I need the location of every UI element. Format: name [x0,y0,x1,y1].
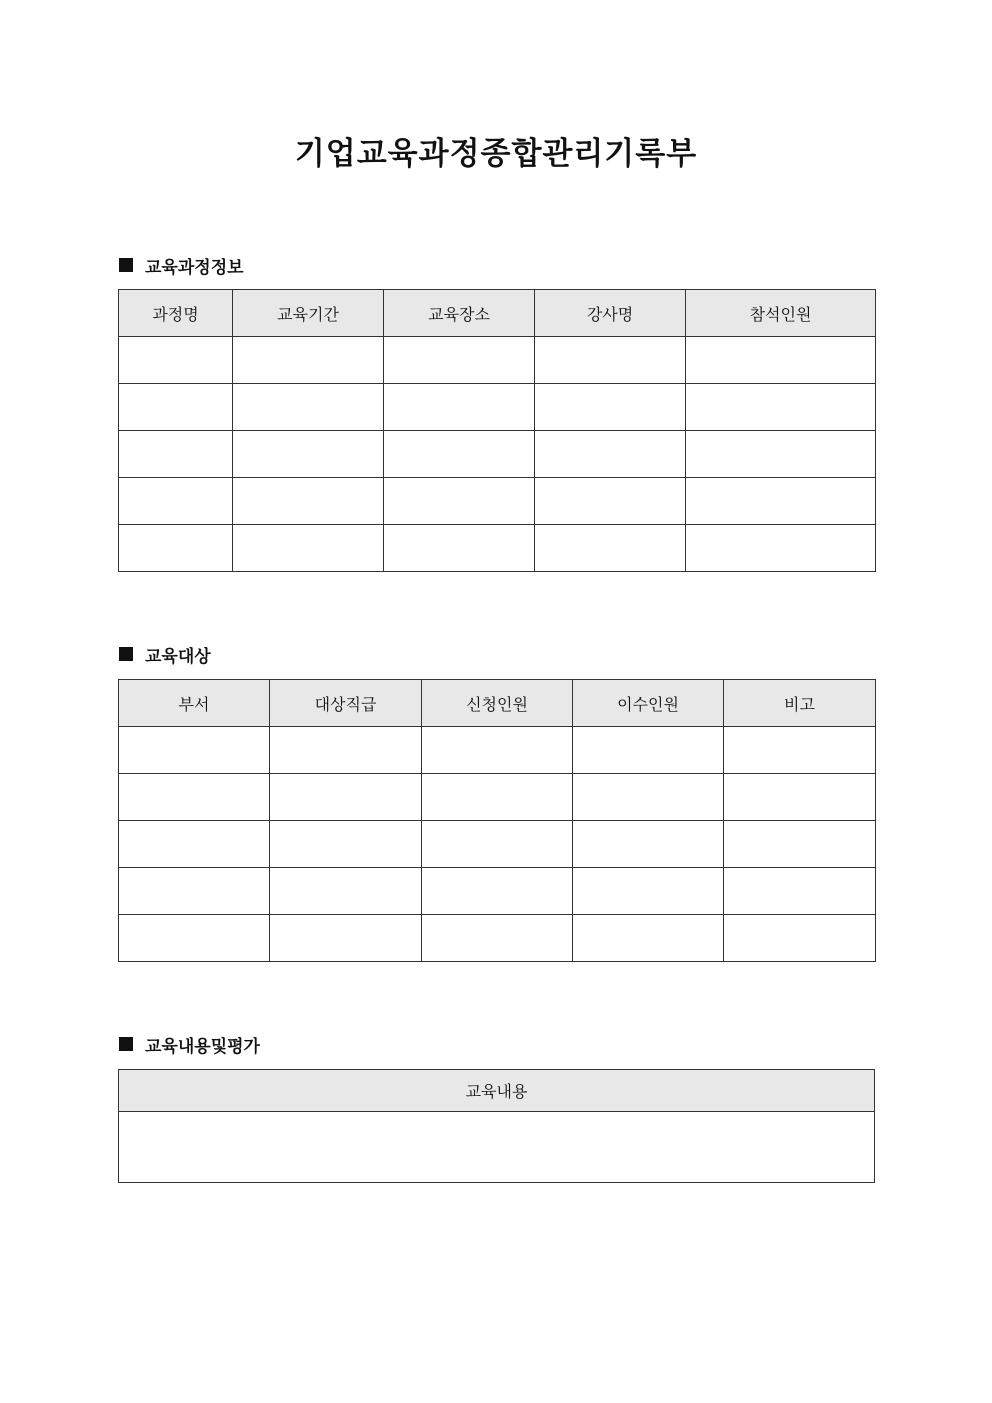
column-header-training-content: 교육내용 [119,1070,875,1112]
table-cell[interactable] [384,431,535,478]
table-cell[interactable] [119,915,270,962]
table-cell[interactable] [119,525,233,572]
square-bullet-icon [119,258,133,272]
table-cell[interactable] [233,431,384,478]
section-heading-label: 교육대상 [145,646,211,667]
course-info-table [118,289,876,572]
table-cell[interactable] [384,384,535,431]
table-cell[interactable] [384,337,535,384]
table-row [119,384,876,431]
section-heading-label: 교육내용및평가 [145,1036,260,1057]
column-header-remarks: 비고 [724,680,876,727]
table-cell[interactable] [119,868,270,915]
section-heading-training-target [119,643,211,665]
table-cell[interactable] [270,821,422,868]
column-header-completers: 이수인원 [573,680,724,727]
column-header-training-period: 교육기간 [233,290,384,337]
table-cell[interactable] [270,915,422,962]
table-header-row [119,290,876,337]
table-cell[interactable] [119,774,270,821]
column-header-target-rank: 대상직급 [270,680,422,727]
column-header-applicants: 신청인원 [422,680,573,727]
column-header-course-name: 과정명 [119,290,233,337]
table-cell[interactable] [573,915,724,962]
table-row [119,727,876,774]
table-row [119,915,876,962]
table-row [119,868,876,915]
table-header-row [119,1070,875,1112]
table-cell[interactable] [233,478,384,525]
table-cell[interactable] [119,431,233,478]
table-cell[interactable] [724,868,876,915]
table-row [119,1112,875,1183]
table-cell[interactable] [422,727,573,774]
table-cell[interactable] [119,337,233,384]
table-cell[interactable] [535,525,686,572]
table-cell[interactable] [686,337,876,384]
table-cell[interactable] [233,384,384,431]
table-cell[interactable] [270,727,422,774]
column-header-training-location: 교육장소 [384,290,535,337]
table-cell[interactable] [422,821,573,868]
section-heading-content-evaluation [119,1033,260,1055]
table-cell[interactable] [686,478,876,525]
section-heading-label: 교육과정정보 [145,257,244,278]
table-cell[interactable] [233,337,384,384]
table-cell[interactable] [384,478,535,525]
table-cell[interactable] [686,431,876,478]
table-row [119,525,876,572]
column-header-instructor-name: 강사명 [535,290,686,337]
table-cell[interactable] [119,727,270,774]
table-cell[interactable] [724,821,876,868]
training-content-field[interactable] [119,1112,875,1183]
table-header-row [119,680,876,727]
table-row [119,337,876,384]
document-title: 기업교육과정종합관리기록부 [294,136,698,172]
table-cell[interactable] [573,868,724,915]
table-cell[interactable] [573,821,724,868]
table-cell[interactable] [573,727,724,774]
table-cell[interactable] [573,774,724,821]
table-cell[interactable] [686,384,876,431]
square-bullet-icon [119,647,133,661]
square-bullet-icon [119,1037,133,1051]
training-content-table [118,1069,875,1183]
table-cell[interactable] [422,774,573,821]
table-cell[interactable] [535,384,686,431]
table-row [119,821,876,868]
table-cell[interactable] [270,774,422,821]
table-cell[interactable] [724,727,876,774]
training-target-table [118,679,876,962]
table-cell[interactable] [724,774,876,821]
table-cell[interactable] [686,525,876,572]
column-header-attendees: 참석인원 [686,290,876,337]
table-cell[interactable] [535,337,686,384]
table-cell[interactable] [233,525,384,572]
section-heading-course-info [119,254,244,276]
table-cell[interactable] [724,915,876,962]
table-cell[interactable] [384,525,535,572]
table-cell[interactable] [535,431,686,478]
table-row [119,774,876,821]
table-cell[interactable] [422,868,573,915]
table-cell[interactable] [535,478,686,525]
table-cell[interactable] [119,478,233,525]
table-row [119,478,876,525]
column-header-department: 부서 [119,680,270,727]
table-cell[interactable] [119,384,233,431]
table-cell[interactable] [422,915,573,962]
table-cell[interactable] [270,868,422,915]
table-row [119,431,876,478]
table-cell[interactable] [119,821,270,868]
